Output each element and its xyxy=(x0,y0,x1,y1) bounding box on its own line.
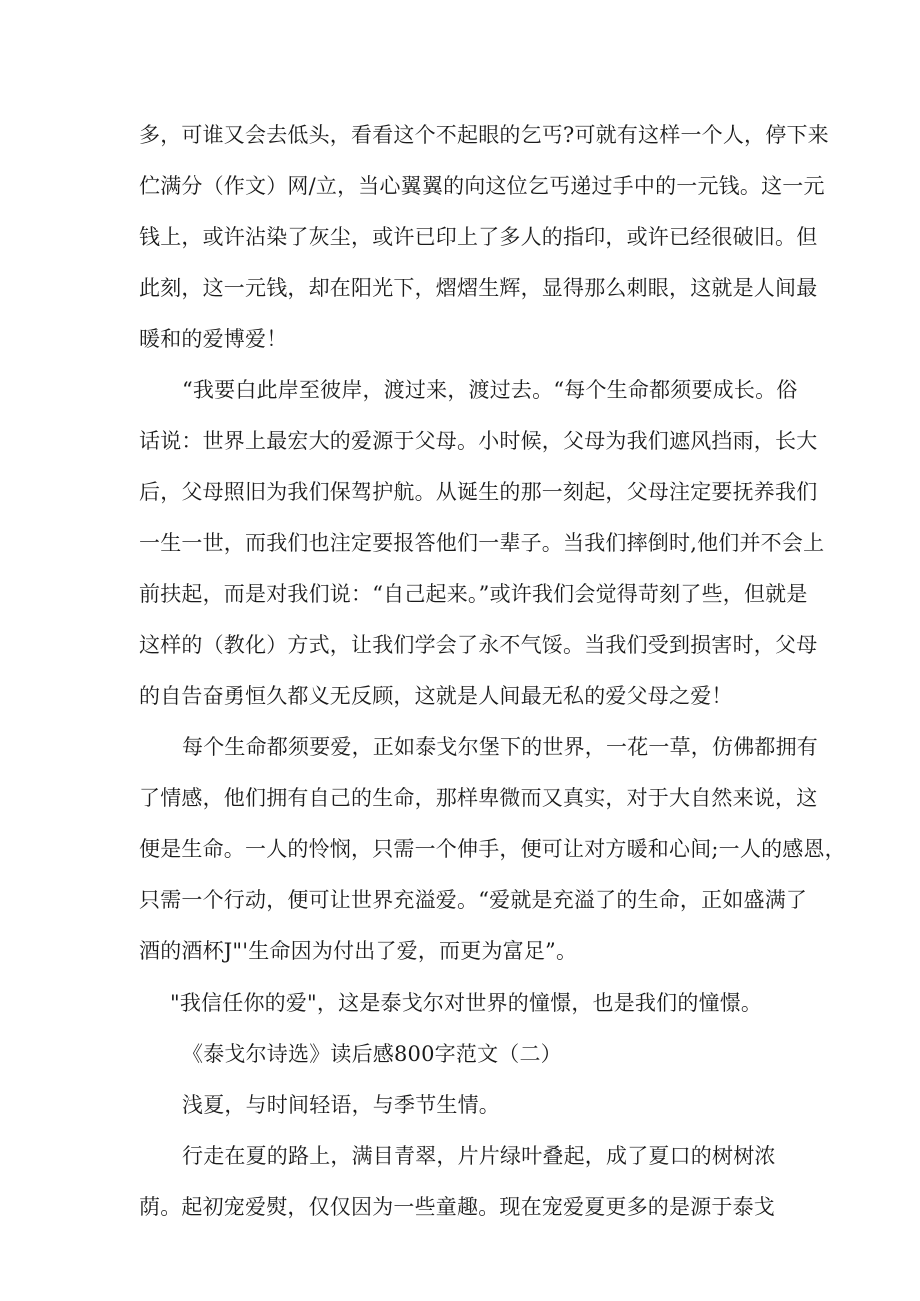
text-line: 钱上，或许沾染了灰尘，或许已印上了多人的指印，或许已经很破旧。但 xyxy=(139,225,818,249)
text-line: 了情感，他们拥有自己的生命，那样卑微而又真实，对于大自然来说，这 xyxy=(139,786,818,810)
text-line: 的自告奋勇恒久都义无反顾，这就是人间最无私的爱父母之爱！ xyxy=(139,684,733,708)
text-line: 此刻，这一元钱，却在阳光下，熠熠生辉，显得那么刺眼，这就是人间最 xyxy=(139,276,818,300)
text-line: 荫。起初宠爱熨，仅仅因为一些童趣。现在宠爱夏更多的是源于泰戈 xyxy=(139,1195,775,1219)
text-line: 话说：世界上最宏大的爱源于父母。小时候，父母为我们遮风挡雨，长大 xyxy=(139,429,818,453)
text-line: 行走在夏的路上，满目青翠，片片绿叶叠起，成了夏口的树树浓 xyxy=(182,1144,776,1168)
text-line: "我信任你的爱"，这是泰戈尔对世界的憧憬，也是我们的憧憬。 xyxy=(170,991,763,1015)
text-line: 酒的酒杯J"'生命因为付出了爱，而更为富足”。 xyxy=(139,939,578,963)
text-line: “我要白此岸至彼岸，渡过来，渡过去。“每个生命都须要成长。俗 xyxy=(182,378,798,402)
text-line: 便是生命。一人的怜悯，只需一个伸手，便可让对方暖和心间;一人的感恩， xyxy=(139,837,846,861)
text-line: 暖和的爱博爱！ xyxy=(139,327,288,351)
text-line: 这样的（教化）方式，让我们学会了永不气馁。当我们受到损害时，父母 xyxy=(139,633,818,657)
text-line: 浅夏，与时间轻语，与季节生情。 xyxy=(182,1093,500,1117)
text-line: 前扶起，而是对我们说：“自己起来。”或许我们会觉得苛刻了些，但就是 xyxy=(139,582,808,606)
section-heading: 《泰戈尔诗选》读后感800字范文（二） xyxy=(182,1042,562,1066)
text-line: 后，父母照旧为我们保驾护航。从诞生的那一刻起，父母注定要抚养我们 xyxy=(139,480,818,504)
text-line: 只需一个行动，便可让世界充溢爱。“爱就是充溢了的生命，正如盛满了 xyxy=(139,888,808,912)
text-line: 一生一世，而我们也注定要报答他们一辈子。当我们摔倒时,他们并不会上 xyxy=(139,531,825,555)
text-line: 多，可谁又会去低头，看看这个不起眼的乞丐?可就有这样一个人，停下来 xyxy=(139,123,829,147)
text-line: 每个生命都须要爱，正如泰戈尔堡下的世界，一花一草，仿佛都拥有 xyxy=(182,735,818,759)
text-line: 伫满分（作文）网/立，当心翼翼的向这位乞丐递过手中的一元钱。这一元 xyxy=(139,174,825,198)
